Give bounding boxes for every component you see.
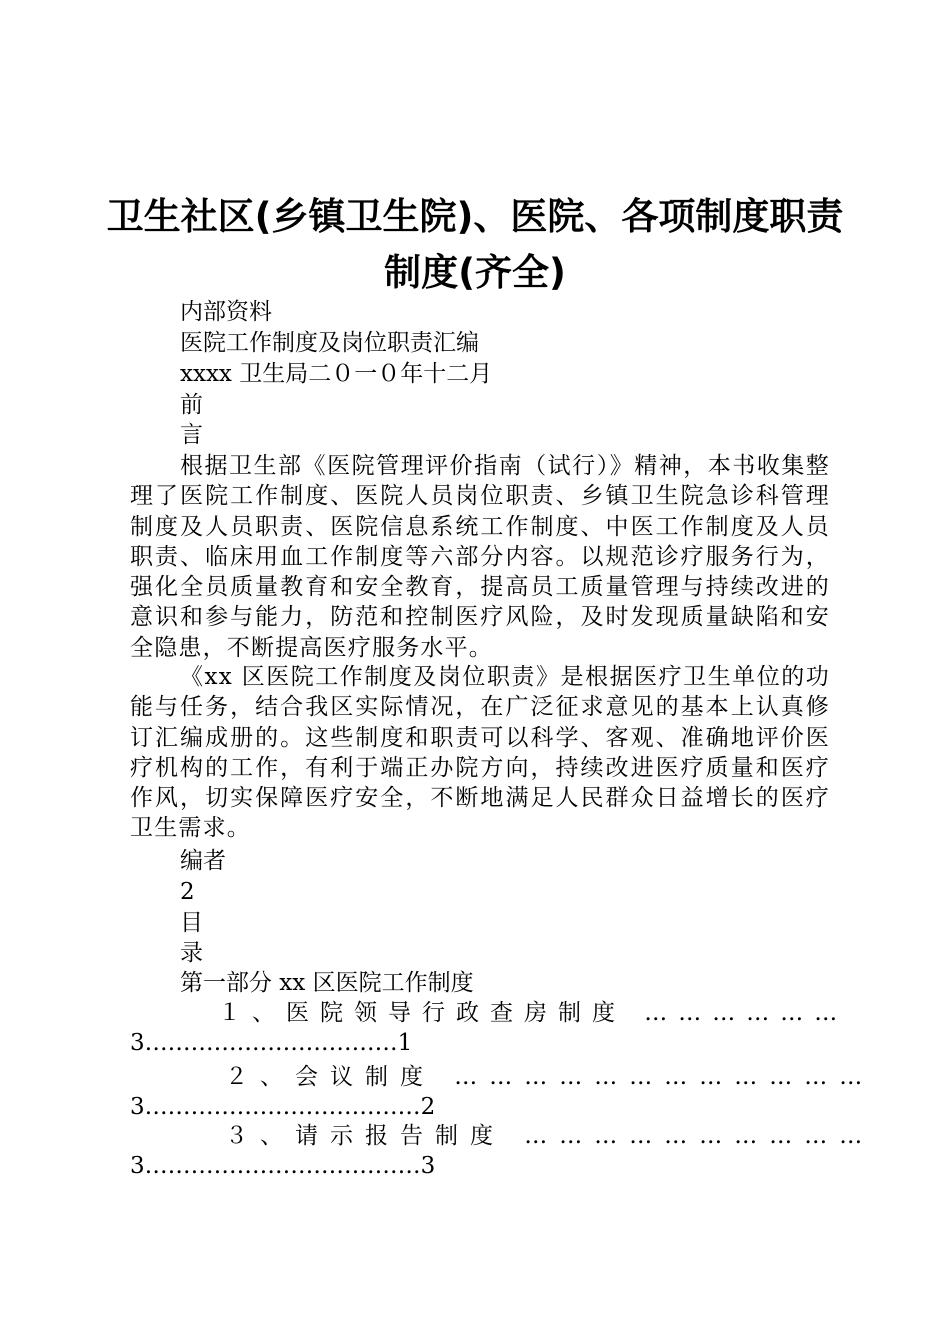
toc-entry[interactable] bbox=[130, 1062, 875, 1122]
preface-char-2: 言 bbox=[180, 422, 203, 448]
editor-signature: 编者 bbox=[180, 848, 226, 874]
toc-entry-title: ２、会议制度 ……………………………… bbox=[225, 1064, 875, 1090]
issuer-date: xxxx 卫生局二０一０年十二月 bbox=[180, 361, 493, 387]
preface-paragraph-2: 《xx 区医院工作制度及岗位职责》是根据医疗卫生单位的功能与任务，结合我区实际情况，在广泛征求意见的基本上认真修订汇编成册的。这些制度和职责可以科学、客观、准确地评价医疗机构的工作，有利于端正办院方向，持续改进医疗质量和医疗作风，切实保障医疗安全，不断地满足人民群众日益增长的医疗卫生需求。 bbox=[130, 664, 830, 842]
part-one-heading: 第一部分 xx 区医院工作制度 bbox=[180, 970, 474, 996]
toc-entry[interactable] bbox=[130, 1121, 875, 1181]
document-title-line-2: 制度(齐全) bbox=[384, 251, 566, 294]
toc-entry-title: １、医院领导行政查房制度 ……………… bbox=[218, 1000, 849, 1026]
compilation-title: 医院工作制度及岗位职责汇编 bbox=[180, 330, 479, 356]
toc-entry-page-ref: 3………………………………3 bbox=[130, 1153, 436, 1179]
preface-char-1: 前 bbox=[180, 392, 203, 418]
toc-entry-page-ref: 3………………………………2 bbox=[130, 1094, 436, 1120]
page-number: 2 bbox=[180, 879, 195, 905]
internal-label: 内部资料 bbox=[180, 299, 272, 325]
preface-paragraph-1: 根据卫生部《医院管理评价指南（试行）》精神，本书收集整理了医院工作制度、医院人员岗位职责、乡镇卫生院急诊科管理制度及人员职责、医院信息系统工作制度、中医工作制度及人员职责、临床用血工作制度等六部分内容。以规范诊疗服务行为，强化全员质量教育和安全教育，提高员工质量管理与持续改进的意识和参与能力，防范和控制医疗风险，及时发现质量缺陷和安全隐患，不断提高医疗服务水平。 bbox=[130, 453, 830, 661]
toc-entry-title: ３、请示报告制度 ………………………… bbox=[225, 1123, 875, 1149]
toc-entry[interactable] bbox=[130, 998, 849, 1058]
toc-heading-char-1: 目 bbox=[180, 910, 203, 936]
document-title-line-1: 卫生社区(乡镇卫生院)、医院、各项制度职责 bbox=[106, 195, 844, 238]
toc-heading-char-2: 录 bbox=[180, 940, 203, 966]
toc-entry-page-ref: 3……………………………1 bbox=[130, 1030, 413, 1056]
